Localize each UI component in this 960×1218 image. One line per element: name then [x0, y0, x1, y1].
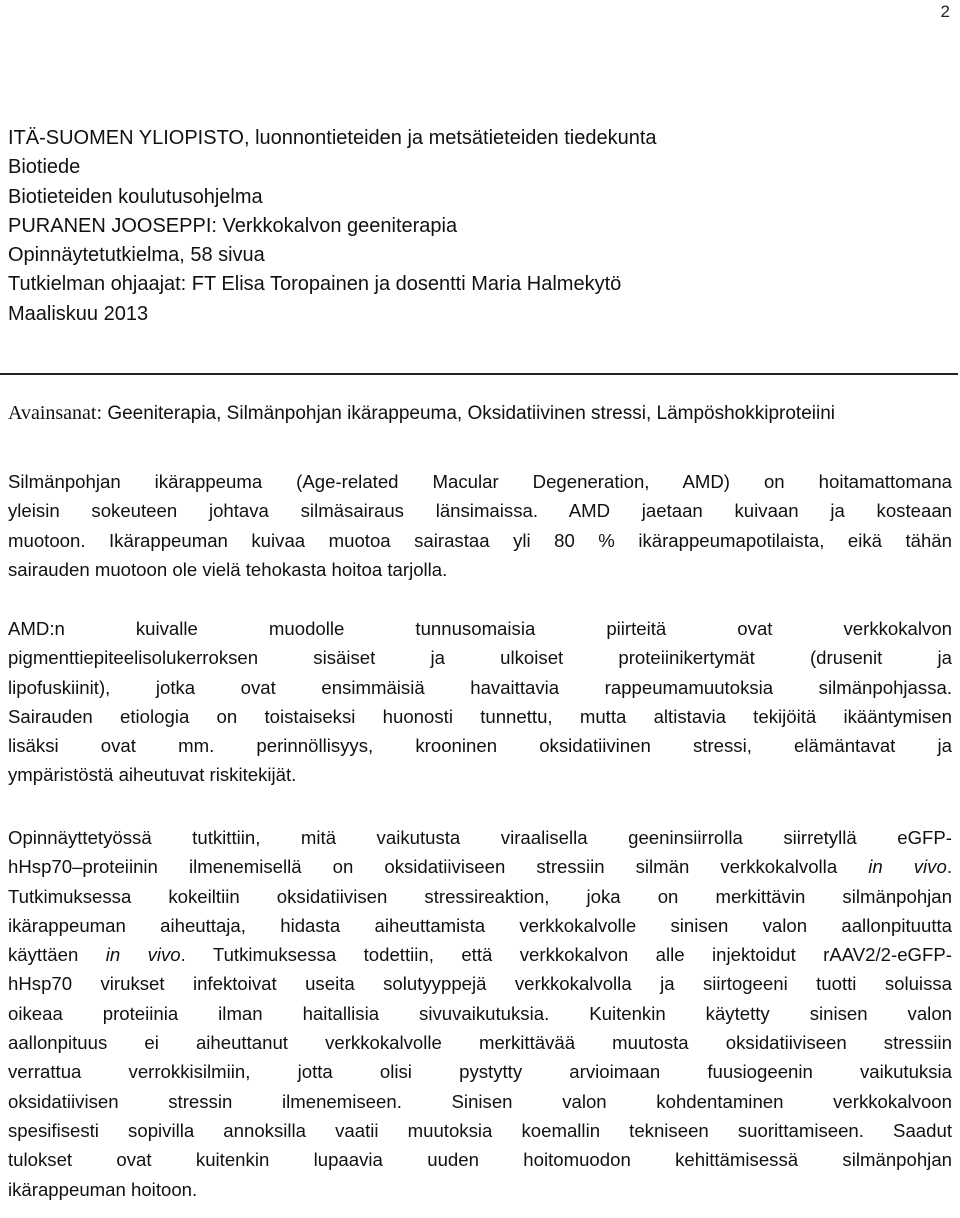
line-text: .	[946, 856, 952, 878]
abstract-paragraph-3	[8, 823, 952, 1204]
abstract-line: ympäristöstä aiheutuvat riskitekijät.	[8, 764, 297, 786]
abstract-line: yleisin sokeuteen johtava silmäsairaus länsimaissa. AMD jaetaan kuivaan ja kosteaan	[8, 500, 952, 522]
keywords-values: Geeniterapia, Silmänpohjan ikärappeuma, Oksidatiivinen stressi, Lämpöshokkiproteiini	[107, 403, 835, 424]
date-line: Maaliskuu 2013	[8, 302, 149, 325]
abstract-line: Silmänpohjan ikärappeuma (Age-related Macular Degeneration, AMD) on hoitamattomana	[8, 471, 952, 492]
abstract-paragraph-1	[8, 467, 952, 584]
abstract-line: lisäksi ovat mm. perinnöllisyys, krooninen oksidatiivinen stressi, elämäntavat ja	[8, 735, 952, 757]
line-text: hHsp70–proteiinin ilmenemisellä on oksidatiiviseen stressiin silmän verkkokalvolla	[8, 856, 869, 878]
abstract-line	[8, 852, 952, 881]
abstract-paragraph-2	[8, 614, 952, 790]
italic-term: in vivo	[105, 944, 181, 966]
section-divider	[0, 373, 958, 375]
abstract-line: sairauden muotoon ole vielä tehokasta hoitoa tarjolla.	[8, 558, 448, 580]
abstract-line: oksidatiivisen stressin ilmenemiseen. Sinisen valon kohdentaminen verkkokalvoon	[8, 1090, 952, 1112]
abstract-line: Sairauden etiologia on toistaiseksi huonosti tunnettu, mutta altistavia tekijöitä ikääntymisen	[8, 705, 952, 727]
keywords-label: Avainsanat:	[8, 402, 103, 424]
abstract-line: oikeaa proteiinia ilman haitallisia sivuvaikutuksia. Kuitenkin käytetty sinisen valon	[8, 1002, 952, 1024]
abstract-line: Opinnäyttetyössä tutkittiin, mitä vaikutusta viraalisella geeninsiirrolla siirretyllä eGFP-	[8, 827, 952, 848]
supervisors-line: Tutkielman ohjaajat: FT Elisa Toropainen ja dosentti Maria Halmekytö	[8, 273, 622, 296]
abstract-line: hHsp70 virukset infektoivat useita solutyyppejä verkkokalvolla ja siirtogeeni tuotti soluissa	[8, 973, 952, 995]
abstract-line: spesifisesti sopivilla annoksilla vaatii muutoksia koemallin tekniseen suorittamiseen. Saadut	[8, 1119, 952, 1141]
abstract-line: Tutkimuksessa kokeiltiin oksidatiivisen stressireaktion, joka on merkittävin silmänpohjan	[8, 885, 952, 907]
keywords-line	[8, 402, 835, 425]
author-title-line: PURANEN JOOSEPPI: Verkkokalvon geeniterapia	[8, 214, 458, 237]
programme-line: Biotieteiden koulutusohjelma	[8, 185, 263, 208]
abstract-line	[8, 940, 952, 969]
department-line: Biotiede	[8, 156, 81, 179]
abstract-line: pigmenttiepiteelisolukerroksen sisäiset ja ulkoiset proteiinikertymät (drusenit ja	[8, 647, 952, 669]
abstract-line: ikärappeuman hoitoon.	[8, 1178, 198, 1200]
abstract-line: AMD:n kuivalle muodolle tunnusomaisia piirteitä ovat verkkokalvon	[8, 618, 952, 639]
thesis-type-line: Opinnäytetutkielma, 58 sivua	[8, 244, 265, 267]
abstract-line: tulokset ovat kuitenkin lupaavia uuden hoitomuodon kehittämisessä silmänpohjan	[8, 1149, 952, 1171]
abstract-line: verrattua verrokkisilmiin, jotta olisi pystytty arvioimaan fuusiogeenin vaikutuksia	[8, 1061, 952, 1083]
line-text: . Tutkimuksessa todettiin, että verkkokalvon alle injektoidut rAAV2/2-eGFP-	[180, 944, 952, 966]
thesis-header	[8, 124, 657, 329]
university-line: ITÄ-SUOMEN YLIOPISTO, luonnontieteiden ja metsätieteiden tiedekunta	[8, 127, 657, 149]
abstract-line: ikärappeuman aiheuttaja, hidasta aiheuttamista verkkokalvolle sinisen valon aallonpituutta	[8, 914, 952, 936]
abstract-line: muotoon. Ikärappeuman kuivaa muotoa sairastaa yli 80 % ikärappeumapotilaista, eikä tähän	[8, 529, 952, 551]
line-text: käyttäen	[8, 944, 106, 966]
abstract-line: lipofuskiinit), jotka ovat ensimmäisiä havaittavia rappeumamuutoksia silmänpohjassa.	[8, 676, 952, 698]
abstract-line: aallonpituus ei aiheuttanut verkkokalvolle merkittävää muutosta oksidatiiviseen stressiin	[8, 1032, 952, 1054]
page-number: 2	[940, 2, 950, 21]
italic-term: in vivo	[868, 856, 947, 878]
